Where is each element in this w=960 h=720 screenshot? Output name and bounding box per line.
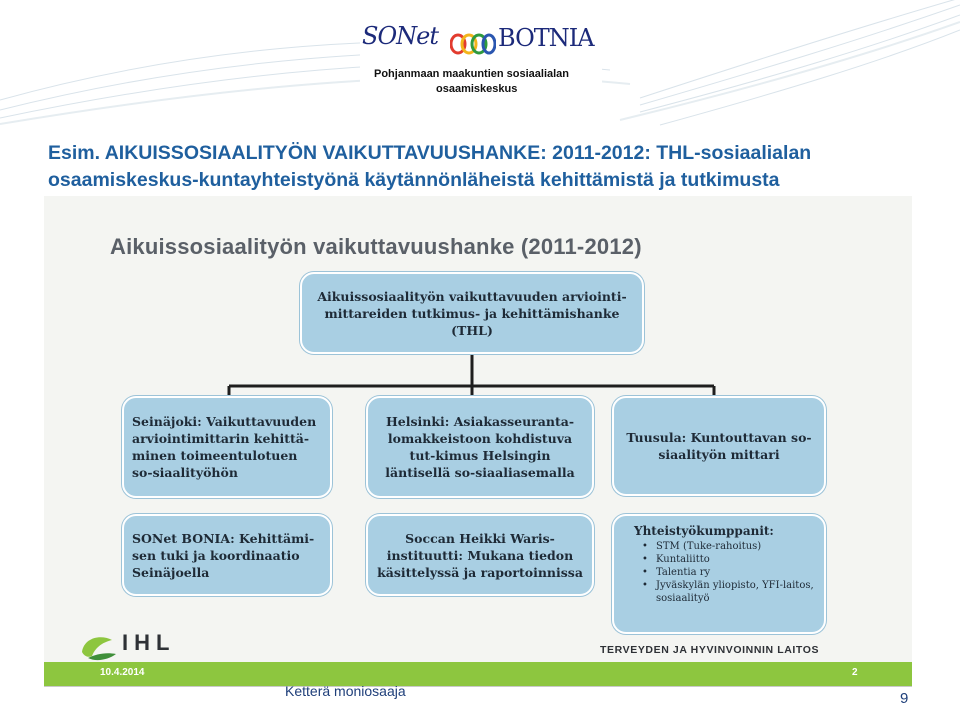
sonet-bonia-box: [122, 514, 332, 596]
embedded-footer-bar: [44, 662, 912, 686]
thl-logo-text: IHL: [122, 630, 176, 655]
logo-brand-right: BOTNIA: [498, 24, 594, 52]
partner-label: Kuntaliitto: [656, 554, 710, 565]
partner-item: • Talentia ry: [642, 567, 711, 578]
embedded-slide-title: Aikuissosiaalityön vaikuttavuushanke (2011-2012): [110, 234, 642, 259]
slide-number: 9: [900, 690, 909, 707]
thl-main-project-text: Aikuissosiaalityön vaikuttavuuden arviointi-mittareiden tutkimus- ja kehittämishanke (THL): [317, 288, 627, 338]
seinajoki-text: Seinäjoki: Vaikuttavuuden arviointimittarin kehittä-minen toimeentulotuen so-siaalityöhön: [132, 414, 317, 480]
seinajoki-box: [122, 396, 332, 498]
sonet-bonia-text: SONet BONIA: Kehittämi-sen tuki ja koordinaatio Seinäjoella: [132, 530, 315, 580]
slide-title-line2: osaamiskeskus-kuntayhteistyönä käytännönläheistä kehittämistä ja tutkimusta: [48, 169, 780, 191]
thl-main-project-box: [300, 272, 644, 354]
embedded-slide-date: 10.4.2014: [100, 667, 145, 678]
partner-item: • Jyväskylän yliopisto, YFI-laitos, sosiaalityö: [642, 580, 814, 604]
partner-label: Talentia ry: [656, 567, 711, 578]
partner-label: STM (Tuke-rahoitus): [656, 541, 762, 552]
embedded-slide-page: 2: [852, 667, 858, 678]
slide-title: [48, 140, 918, 194]
partner-label: Jyväskylän yliopisto, YFI-laitos, sosiaalityö: [656, 580, 814, 604]
partners-list: [642, 540, 814, 605]
logo-subtitle-line2: osaamiskeskus: [436, 83, 518, 95]
partner-item: • STM (Tuke-rahoitus): [642, 541, 762, 552]
partners-heading: Yhteistyökumppanit:: [634, 524, 774, 538]
logo-subtitle-line1: Pohjanmaan maakuntien sosiaalialan: [374, 68, 570, 80]
tuusula-text: Tuusula: Kuntouttavan so-siaalityön mittari: [626, 430, 812, 462]
footer-divider: [44, 686, 912, 687]
sonet-botnia-logo: [360, 10, 602, 98]
logo-brand-left: SONet: [362, 22, 438, 50]
slide-title-line1: Esim. AIKUISSOSIAALITYÖN VAIKUTTAVUUSHANKE: 2011-2012: THL-sosiaalialan: [48, 142, 812, 164]
soccan-box: [366, 514, 594, 596]
partners-box: [612, 514, 826, 634]
helsinki-box: [366, 396, 594, 498]
tuusula-box: [612, 396, 826, 496]
logo-rings-icon: [450, 32, 496, 56]
helsinki-text: Helsinki: Asiakasseuranta-lomakkeistoon kohdistuva tut-kimus Helsingin läntisellä so-siaaliasemalla: [385, 414, 575, 480]
embedded-slide-image: [44, 196, 912, 686]
footer-text: Ketterä moniosaaja: [285, 683, 406, 699]
thl-organization-name: TERVEYDEN JA HYVINVOINNIN LAITOS: [600, 644, 820, 656]
soccan-text: Soccan Heikki Waris-instituutti: Mukana tiedon käsittelyssä ja raportoinnissa: [377, 530, 583, 580]
partner-item: • Kuntaliitto: [642, 554, 710, 565]
